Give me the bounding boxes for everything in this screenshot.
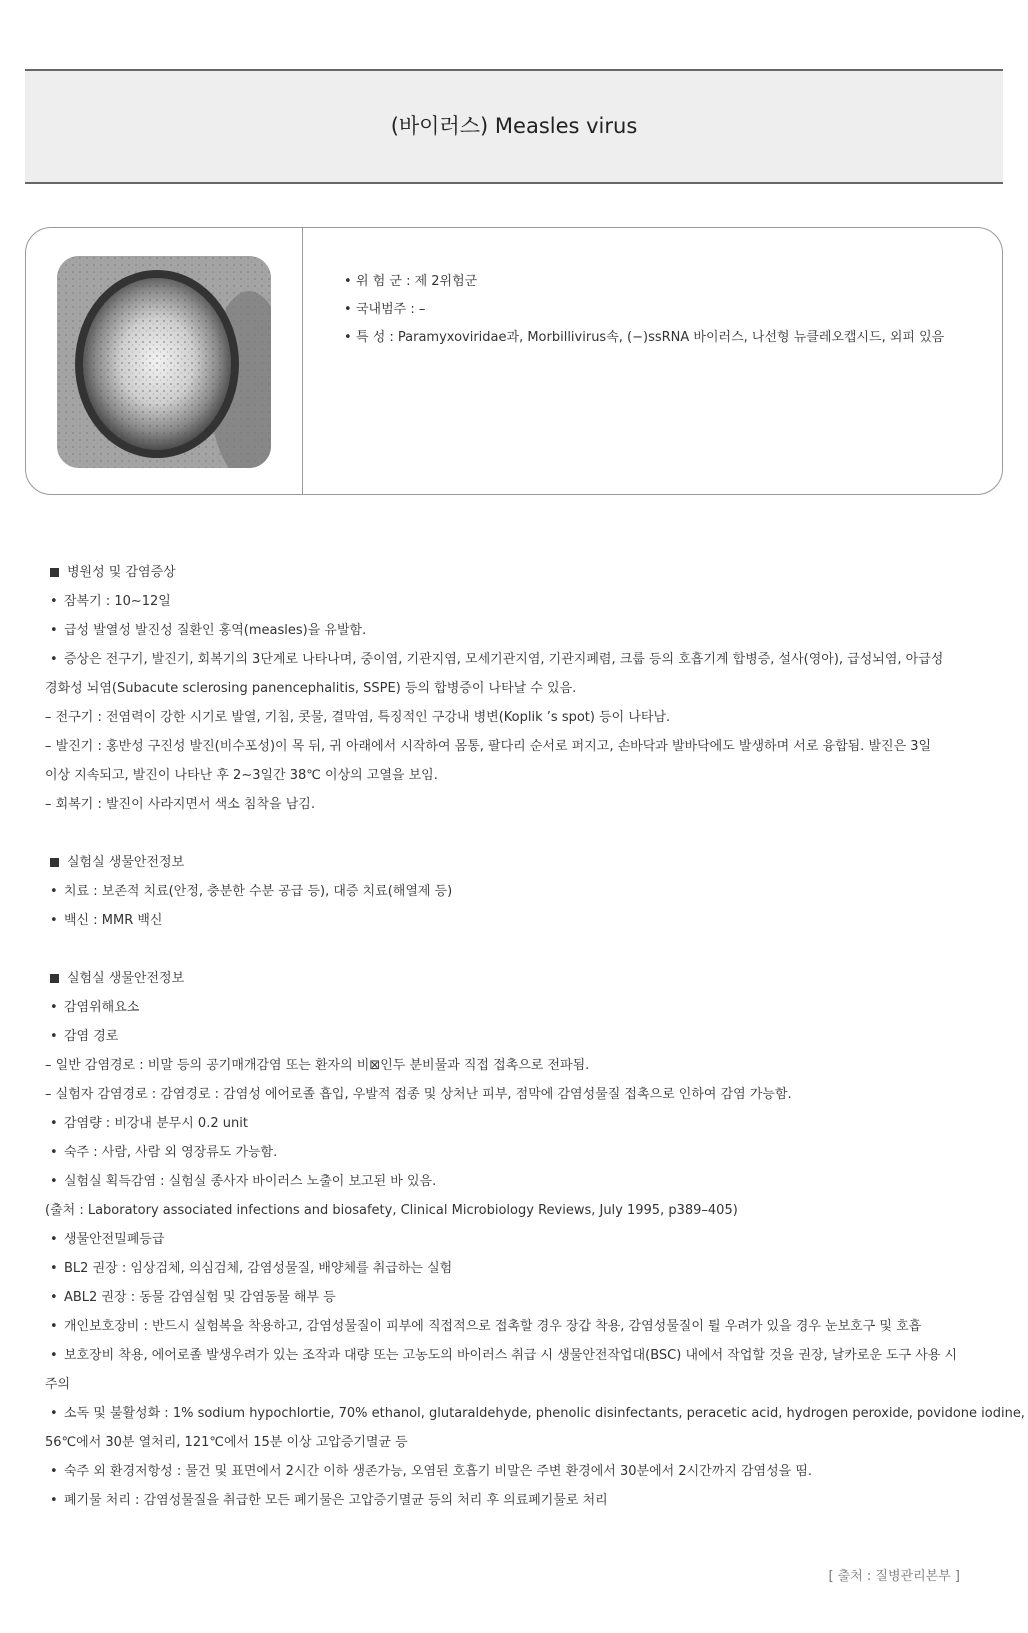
list-item: • 숙주 외 환경저항성 : 물건 및 표면에서 2시간 이하 생존가능, 오염된 호흡기 비말은 주변 환경에서 30분에서 2시간까지 감염성을 띰. <box>45 1457 1000 1486</box>
section-heading: 병원성 및 감염증상 <box>45 558 1000 587</box>
text-line: (출처 : Laboratory associated infections and biosafety, Clinical Microbiology Reviews, July 1995, p389–405) <box>45 1203 738 1218</box>
text-line: – 실험자 감염경로 : 감염경로 : 감염성 에어로졸 흡입, 우발적 접종 및 상처난 피부, 점막에 감염성물질 접촉으로 인하여 감염 가능함. <box>45 1087 792 1102</box>
list-item: • BL2 권장 : 임상검체, 의심검체, 감염성물질, 배양체를 취급하는 실험 <box>45 1254 1000 1283</box>
list-item: • 감염 경로 <box>45 1022 1000 1051</box>
list-item: • 치료 : 보존적 치료(안정, 충분한 수분 공급 등), 대증 치료(해열제 등) <box>45 877 1000 906</box>
text-line: 경화성 뇌염(Subacute sclerosing panencephalitis, SSPE) 등의 합병증이 나타날 수 있음. <box>45 681 577 696</box>
spacer <box>45 819 1000 848</box>
list-item: • 개인보호장비 : 반드시 실험복을 착용하고, 감염성물질이 피부에 직접적으로 접촉할 경우 장갑 착용, 감염성물질이 튈 우려가 있을 경우 눈보호구 및 호흡 <box>45 1312 1000 1341</box>
page-title: (바이러스) Measles virus <box>390 114 638 138</box>
title-banner <box>25 69 1003 184</box>
bullet-icon: • <box>50 1232 58 1247</box>
list-item: • ABL2 권장 : 동물 감염실험 및 감염동물 해부 등 <box>45 1283 1000 1312</box>
text-line: – 발진기 : 홍반성 구진성 발진(비수포성)이 목 뒤, 귀 아래에서 시작하여 몸통, 팔다리 순서로 퍼지고, 손바닥과 발바닥에도 발생하며 서로 융합됨. 발진은 3일 <box>45 739 932 754</box>
bullet-icon: • <box>50 1000 58 1015</box>
info-list <box>344 268 944 352</box>
photo-cell <box>26 228 303 494</box>
content-body <box>45 558 1025 1515</box>
list-item: • 생물안전밀폐등급 <box>45 1225 1000 1254</box>
black-square-icon <box>50 974 59 983</box>
black-square-icon <box>50 568 59 577</box>
bullet-icon: • <box>50 1406 58 1421</box>
bullet-icon: • <box>50 1029 58 1044</box>
bullet-icon: • <box>344 274 352 289</box>
bullet-icon: • <box>344 302 352 317</box>
bullet-icon: • <box>50 652 58 667</box>
text-line: – 전구기 : 전염력이 강한 시기로 발열, 기침, 콧물, 결막염, 특징적인 구강내 병변(Koplik ’s spot) 등이 나타남. <box>45 710 671 725</box>
bullet-icon: • <box>50 1261 58 1276</box>
list-item: • 증상은 전구기, 발진기, 회복기의 3단계로 나타나며, 중이염, 기관지염, 모세기관지염, 기관지폐렴, 크룹 등의 호흡기계 합병증, 설사(영아), 급성뇌염, 아급성 <box>45 645 1000 674</box>
text-line: 56℃에서 30분 열처리, 121℃에서 15분 이상 고압증기멸균 등 <box>45 1435 408 1450</box>
text-line: 주의 <box>45 1377 71 1392</box>
section-heading: 실험실 생물안전정보 <box>45 848 1000 877</box>
list-item: • 숙주 : 사람, 사람 외 영장류도 가능함. <box>45 1138 1000 1167</box>
list-item: • 감염량 : 비강내 분무시 0.2 unit <box>45 1109 1000 1138</box>
list-item: • 잠복기 : 10∼12일 <box>45 587 1000 616</box>
bullet-icon: • <box>50 884 58 899</box>
spacer <box>45 935 1000 964</box>
bullet-icon: • <box>50 1174 58 1189</box>
text-line: – 일반 감염경로 : 비말 등의 공기매개감염 또는 환자의 비⊠인두 분비물과 직접 접촉으로 전파됨. <box>45 1058 590 1073</box>
bullet-icon: • <box>50 1319 58 1334</box>
info-item-characteristics: • 특 성 : Paramyxoviridae과, Morbillivirus속, (−)ssRNA 바이러스, 나선형 뉴클레오캡시드, 외피 있음 <box>344 324 944 352</box>
bullet-icon: • <box>50 1116 58 1131</box>
bullet-icon: • <box>50 1290 58 1305</box>
bullet-icon: • <box>50 623 58 638</box>
black-square-icon <box>50 858 59 867</box>
bullet-icon: • <box>50 913 58 928</box>
list-item: • 보호장비 착용, 에어로졸 발생우려가 있는 조작과 대량 또는 고농도의 바이러스 취급 시 생물안전작업대(BSC) 내에서 작업할 것을 권장, 날카로운 도구 사용 시 <box>45 1341 1000 1370</box>
list-item: • 급성 발열성 발진성 질환인 홍역(measles)을 유발함. <box>45 616 1000 645</box>
list-item: • 폐기물 처리 : 감염성물질을 취급한 모든 폐기물은 고압증기멸균 등의 처리 후 의료폐기물로 처리 <box>45 1486 1000 1515</box>
info-item-domestic-category: • 국내범주 : – <box>344 296 944 324</box>
text-line: – 회복기 : 발진이 사라지면서 색소 침착을 남김. <box>45 797 315 812</box>
bullet-icon: • <box>50 1145 58 1160</box>
bullet-icon: • <box>50 594 58 609</box>
list-item: • 실험실 획득감염 : 실험실 종사자 바이러스 노출이 보고된 바 있음. <box>45 1167 1000 1196</box>
bullet-icon: • <box>50 1493 58 1508</box>
bullet-icon: • <box>344 330 352 345</box>
list-item: • 소독 및 불활성화 : 1% sodium hypochlortie, 70% ethanol, glutaraldehyde, phenolic disinfectants, peracetic acid, hydrogen peroxide, povidone iodine, <box>45 1399 1000 1428</box>
info-item-risk-group: • 위 험 군 : 제 2위험군 <box>344 268 944 296</box>
info-card <box>25 227 1003 495</box>
bullet-icon: • <box>50 1464 58 1479</box>
section-heading: 실험실 생물안전정보 <box>45 964 1000 993</box>
bullet-icon: • <box>50 1348 58 1363</box>
source-note: [ 출처 : 질병관리본부 ] <box>828 1569 960 1584</box>
virus-micrograph-image <box>57 256 271 468</box>
list-item: • 감염위해요소 <box>45 993 1000 1022</box>
text-line: 이상 지속되고, 발진이 나타난 후 2∼3일간 38℃ 이상의 고열을 보임. <box>45 768 438 783</box>
micrograph-illustration <box>57 256 271 468</box>
list-item: • 백신 : MMR 백신 <box>45 906 1000 935</box>
